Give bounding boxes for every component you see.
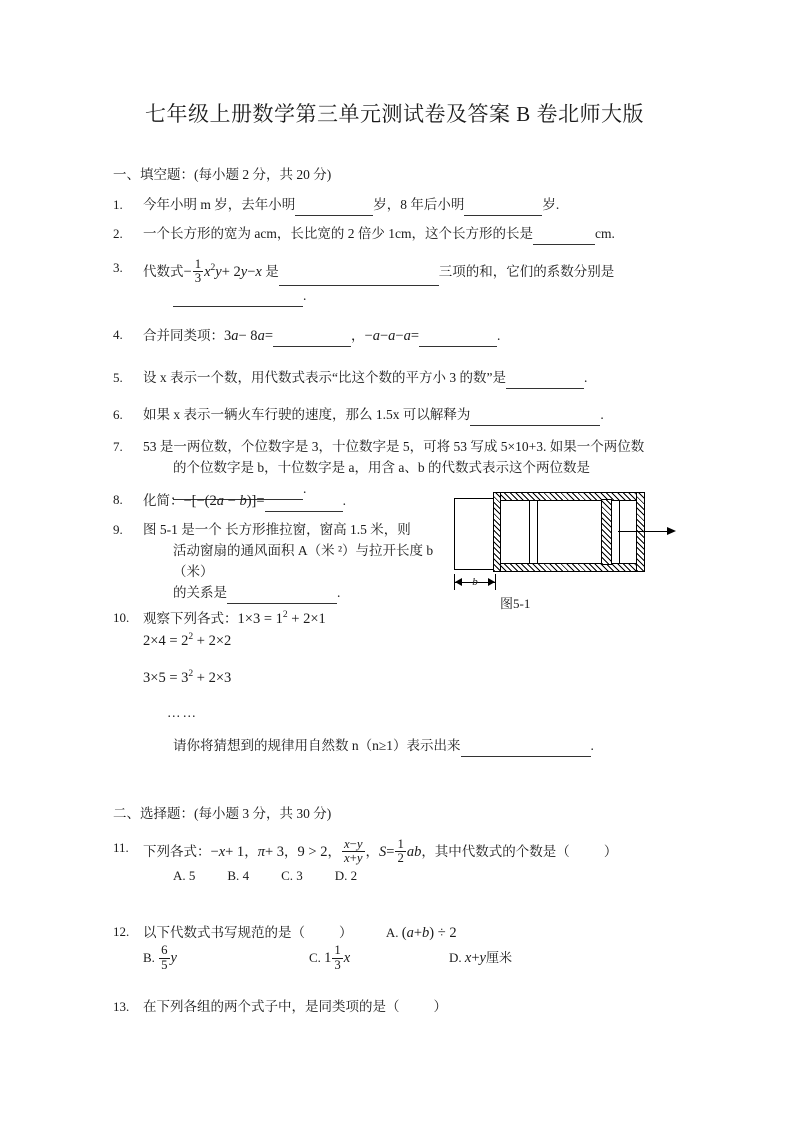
exponent: 2: [188, 668, 194, 680]
q10-equation-2: [143, 630, 681, 652]
option-D[interactable]: [335, 866, 357, 886]
lhs-factor-2: 5: [158, 669, 166, 686]
blank-field[interactable]: [227, 589, 337, 604]
comma: ，: [351, 328, 365, 343]
minus-sign: −: [224, 493, 240, 509]
variable-y: y: [479, 950, 486, 967]
q11-expr-3: 9 > 2: [297, 843, 328, 860]
comma: ，: [327, 843, 341, 859]
exponent: 2: [188, 631, 194, 643]
frame-left-bar: [493, 492, 501, 572]
q1-part3: 岁.: [542, 197, 560, 212]
option-expression: [402, 925, 457, 941]
variable-b: b: [239, 493, 247, 509]
variable-y: y: [215, 263, 222, 280]
question-number: 12.: [113, 924, 130, 939]
variable-x: x: [464, 950, 472, 967]
equals-sign: =: [169, 669, 178, 686]
paren-close-divide: ) ÷ 2: [429, 925, 457, 941]
question-number: 13.: [113, 999, 130, 1014]
question-12: [113, 922, 688, 972]
option-key: C.: [309, 950, 321, 966]
dimension-b: [454, 574, 496, 592]
q3-lead: 代数式: [143, 263, 184, 279]
equals-sign: =: [386, 843, 395, 860]
question-13: [113, 997, 688, 1018]
variable-a: a: [388, 328, 396, 344]
fraction-denominator: 2: [397, 851, 404, 866]
question-2: [113, 224, 688, 245]
fraction-denominator: 3: [334, 957, 341, 972]
q10-conclusion: [173, 736, 681, 757]
figure-5-1-sliding-window: [452, 490, 687, 610]
question-number: 5.: [113, 370, 123, 385]
plus-term: + 2: [196, 633, 216, 650]
q11-tail-close: ）: [603, 843, 618, 859]
comma: ，: [365, 843, 379, 859]
equals-sign: =: [263, 611, 272, 627]
period: .: [497, 328, 501, 343]
fraction-denominator: 3: [194, 271, 202, 286]
frame-divider-1: [529, 501, 530, 563]
period: .: [590, 738, 594, 754]
plus-term: + 2: [196, 669, 216, 686]
slide-direction-arrow-icon: [618, 531, 676, 533]
minus-sign: −: [210, 843, 219, 860]
variable-x: x: [343, 851, 350, 866]
option-value: 5: [188, 867, 196, 883]
question-text: [143, 195, 681, 216]
option-key: A.: [173, 867, 186, 883]
fraction-one-half: [395, 838, 405, 866]
question-number: 4.: [113, 327, 123, 342]
option-key: B.: [143, 950, 155, 966]
last-factor: 1: [318, 611, 326, 627]
variable-x: x: [343, 837, 350, 851]
q8-lead: 化简：: [143, 493, 184, 508]
minus-sign: −: [364, 328, 373, 344]
paren-open: (: [401, 925, 407, 941]
q11-options: [173, 868, 357, 883]
q7-line2-text: 的个位数字是 b，十位数字是 a，用含 a、b 的代数式表示这个两位数是: [173, 459, 590, 475]
expr-close: )]: [246, 493, 257, 509]
section-heading-multiple-choice: 二、选择题：(每小题 3 分，共 30 分): [113, 806, 332, 821]
q12-stem-close: ）: [339, 925, 353, 940]
dimension-label-b: b: [472, 576, 478, 588]
question-5: [113, 368, 688, 389]
period: .: [342, 493, 346, 508]
variable-ab: ab: [406, 843, 422, 860]
q11-tail: ，其中代数式的个数是（: [421, 843, 570, 859]
question-text: [143, 922, 681, 972]
equals-sign: =: [169, 633, 178, 650]
pi-symbol: π: [257, 843, 265, 860]
q12-stem: 以下代数式书写规范的是（: [143, 925, 305, 940]
variable-x: x: [218, 843, 226, 860]
blank-field[interactable]: [279, 271, 439, 286]
q11-expr-2: [258, 844, 284, 860]
exponent: 2: [282, 609, 288, 621]
q10-lead: 观察下列各式：: [143, 611, 238, 626]
times-sign: ×: [215, 669, 225, 686]
times-sign: ×: [244, 611, 253, 627]
option-value: 2: [350, 867, 358, 883]
question-number: 8.: [113, 492, 123, 507]
blank-field[interactable]: [295, 201, 373, 216]
question-text: [143, 258, 681, 307]
q5-period: .: [583, 370, 588, 385]
q9-line2: 活动窗扇的通风面积 A（米 ²）与拉开长度 b（米）: [173, 542, 434, 579]
blank-field[interactable]: [265, 498, 343, 513]
plus-term: + 2: [221, 263, 241, 280]
q6-period: .: [600, 407, 604, 422]
fraction-numerator: 1: [334, 943, 341, 958]
variable-y: y: [170, 950, 177, 967]
q9-line1: 图 5-1 是一个 长方形推拉窗，窗高 1.5 米，则: [143, 522, 411, 537]
exponent: 2: [210, 261, 216, 273]
question-number: 6.: [113, 407, 123, 422]
variable-a: a: [231, 328, 239, 344]
question-text: [143, 224, 681, 245]
fraction-numerator: 6: [161, 943, 168, 958]
variable-x: x: [343, 950, 351, 967]
q3-part3: 三项的和，它们的系数分别是: [438, 263, 615, 279]
minus-sign: −: [247, 263, 256, 280]
option-value: 3: [296, 867, 303, 883]
period: .: [337, 584, 341, 600]
option-A[interactable]: [173, 866, 195, 886]
option-key: D.: [334, 867, 348, 883]
q4-lead: 合并同类项：: [143, 328, 224, 343]
question-11: [113, 838, 688, 887]
question-9: [113, 520, 458, 604]
square-base: 2: [181, 633, 189, 650]
q11-expr-4: [341, 837, 366, 866]
variable-x: x: [204, 263, 211, 280]
question-1: [113, 195, 688, 216]
q10-equation-stack: [143, 630, 681, 724]
blank-field[interactable]: [506, 374, 584, 389]
variable-x: x: [255, 263, 262, 280]
q9-line3-text: 的关系是: [173, 584, 227, 600]
q7-line1: 53 是一两位数，个位数字是 3，十位数字是 5，可将 53 写成 5×10+3. 如果一个两位数: [143, 439, 645, 454]
comma: ，: [284, 843, 298, 859]
fraction-six-fifths: [159, 944, 169, 972]
question-text: [143, 520, 448, 604]
comma: ，: [244, 843, 258, 859]
square-base: 3: [181, 669, 189, 686]
fraction-denominator: 5: [161, 957, 168, 972]
q8-expression: [184, 493, 265, 509]
figure-caption: 图5-1: [500, 596, 531, 611]
option-C[interactable]: [281, 866, 303, 886]
q1-part1: 今年小明 m 岁，去年小明: [143, 197, 296, 212]
page-title: 七年级上册数学第三单元测试卷及答案 B 卷北师大版: [145, 102, 645, 126]
equals-sign: =: [410, 328, 419, 344]
section-heading-fill-in-blank: 一、填空题：(每小题 2 分，共 20 分): [113, 167, 332, 182]
option-A[interactable]: [386, 922, 538, 944]
option-expression: [324, 943, 351, 972]
q10-ellipsis: ……: [167, 705, 198, 721]
variable-a: a: [257, 328, 265, 344]
option-B[interactable]: [227, 866, 249, 886]
times-sign: ×: [215, 633, 225, 650]
arrow-shaft: [618, 531, 668, 532]
variable-b: b: [422, 925, 430, 941]
minus-sign: −: [395, 328, 404, 344]
option-key: A.: [385, 925, 399, 940]
blank-field[interactable]: [273, 333, 351, 348]
blank-field[interactable]: [464, 201, 542, 216]
option-key: B.: [227, 867, 240, 883]
square-base: 1: [275, 611, 283, 627]
q9-line3: [173, 583, 448, 604]
last-factor: 2: [224, 633, 232, 650]
period: .: [303, 480, 307, 496]
q13-stem: 在下列各组的两个式子中，是同类项的是（: [143, 999, 400, 1014]
times-sign: ×: [150, 633, 159, 650]
blank-field[interactable]: [470, 411, 600, 426]
plus-term: + 1: [225, 843, 245, 860]
minus-sign: −: [349, 837, 357, 851]
equals-sign: =: [264, 328, 273, 344]
variable-y: y: [356, 837, 363, 851]
fraction-one-third: [193, 258, 203, 286]
equals-sign: =: [256, 493, 265, 509]
fraction-numerator: 1: [397, 837, 404, 851]
minus-sign: −: [183, 263, 192, 280]
q5-part1: 设 x 表示一个数，用代数式表示“比这个数的平方小 3 的数”是: [143, 370, 506, 385]
lhs-factor-2: 4: [158, 633, 166, 650]
question-text: [143, 838, 681, 887]
plus-sign: +: [349, 851, 357, 866]
variable-S: S: [379, 843, 387, 860]
arrow-head: [667, 527, 676, 535]
q3-expression: [183, 257, 262, 286]
q10-equation-3: [143, 667, 681, 689]
variable-y: y: [356, 851, 363, 866]
option-B[interactable]: [143, 944, 309, 972]
blank-field[interactable]: [461, 743, 591, 758]
q4-expression-2: [365, 328, 420, 344]
expr-open: −[−(2: [183, 493, 217, 509]
frame-bottom-bar: [493, 563, 645, 572]
q3-period: .: [303, 287, 307, 303]
question-number: 10.: [113, 610, 130, 625]
lhs-factor-1: 3: [143, 669, 151, 686]
option-key: C.: [281, 867, 293, 883]
lhs-factor-2: 3: [252, 611, 261, 627]
q11-expr-1: [211, 844, 245, 860]
question-text: [143, 608, 681, 757]
question-text: [143, 405, 681, 426]
q11-lead: 下列各式：: [143, 843, 211, 859]
q6-part1: 如果 x 表示一辆火车行驶的速度，那么 1.5x 可以解释为: [143, 407, 471, 422]
lhs-factor-1: 1: [237, 611, 245, 627]
window-opening-rect: [454, 498, 496, 570]
option-expression: [465, 950, 486, 966]
q4-expression-1: [224, 328, 273, 344]
q2-part2: cm.: [594, 226, 615, 241]
q3-continuation: [173, 286, 681, 307]
blank-field[interactable]: [173, 292, 303, 307]
option-key: D.: [449, 950, 462, 966]
option-expression: [158, 943, 177, 972]
question-text: [143, 997, 681, 1018]
option-value: 4: [242, 867, 250, 883]
variable-a: a: [406, 925, 414, 941]
q10-equation-1: [238, 611, 326, 627]
times-sign: ×: [310, 611, 319, 627]
fraction-numerator: 1: [194, 257, 202, 271]
times-sign: ×: [150, 669, 159, 686]
variable-a: a: [403, 328, 411, 344]
question-number: 3.: [113, 260, 123, 275]
option-D[interactable]: [449, 947, 512, 969]
plus-sign: +: [413, 925, 423, 941]
question-4: [113, 325, 688, 347]
fraction-xy: [342, 838, 365, 866]
frame-divider-2: [537, 501, 538, 563]
whole-number: 1: [324, 950, 332, 967]
option-unit: 厘米: [485, 950, 512, 966]
q1-part2: 岁，8 年后小明: [373, 197, 465, 212]
fraction-one-third: [332, 944, 342, 972]
variable-a: a: [216, 493, 225, 509]
q11-expr-5: [379, 837, 422, 866]
blank-field[interactable]: [533, 230, 595, 245]
fraction-denominator: [342, 851, 365, 865]
sliding-sash: [601, 499, 612, 565]
coefficient: 3: [224, 328, 232, 344]
q2-part1: 一个长方形的宽为 acm，长比宽的 2 倍少 1cm，这个长方形的长是: [143, 226, 533, 241]
plus-sign: +: [471, 950, 480, 967]
question-number: 11.: [113, 840, 129, 855]
last-factor: 3: [224, 669, 232, 686]
q3-part2: 是: [265, 263, 279, 279]
fraction-numerator: [342, 838, 365, 851]
question-number: 7.: [113, 439, 123, 454]
plus-term: + 2: [291, 611, 311, 627]
minus-sign: −: [379, 328, 389, 344]
question-number: 2.: [113, 226, 123, 241]
variable-a: a: [372, 328, 380, 344]
question-number: 1.: [113, 197, 123, 212]
question-number: 9.: [113, 522, 123, 537]
option-C[interactable]: [309, 944, 449, 972]
plus-term: + 3: [264, 843, 285, 860]
question-text: [143, 325, 681, 347]
minus-term: − 8: [238, 328, 258, 344]
frame-top-bar: [493, 492, 645, 501]
question-6: [113, 405, 688, 426]
question-10: [113, 608, 688, 757]
question-3: [113, 258, 688, 307]
blank-field[interactable]: [419, 333, 497, 348]
lhs-factor-1: 2: [143, 633, 151, 650]
question-text: [143, 368, 681, 389]
q10-conclusion-text: 请你将猜想到的规律用自然数 n（n≥1）表示出来: [173, 738, 461, 754]
q13-stem-close: ）: [433, 999, 447, 1014]
variable-y: y: [240, 263, 248, 280]
